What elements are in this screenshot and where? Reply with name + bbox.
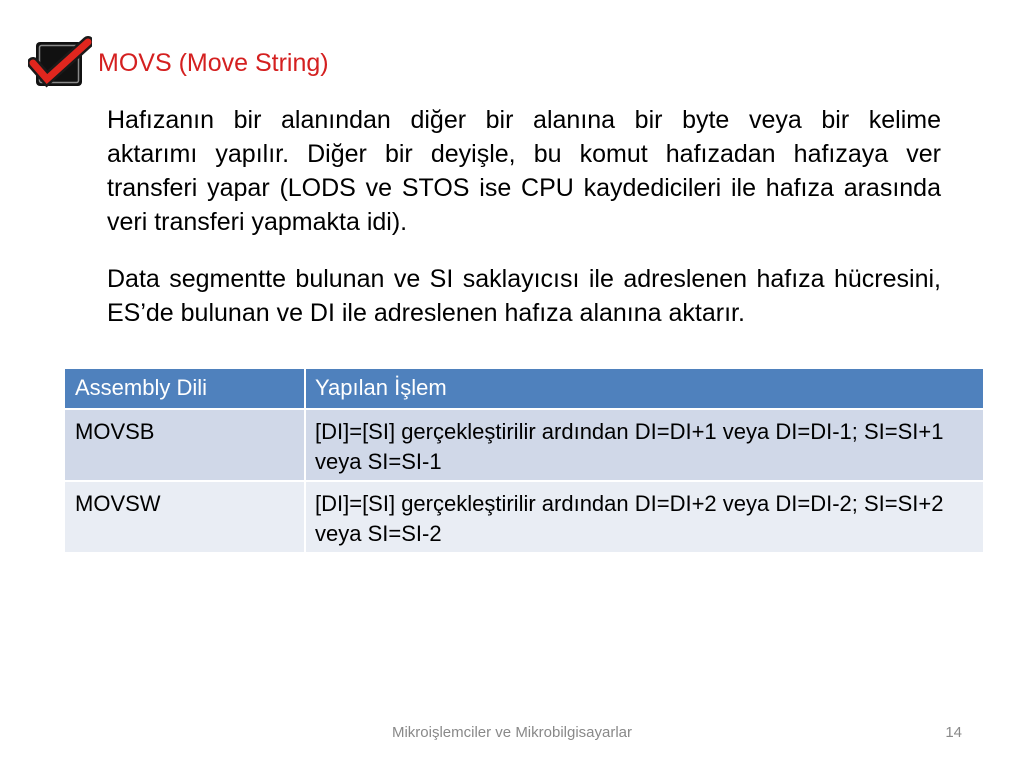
slide-body — [107, 103, 941, 330]
paragraph-2 — [107, 262, 941, 330]
slide-title: MOVS (Move String) — [98, 49, 329, 77]
table-header-cell: Assembly Dili — [65, 369, 304, 408]
paragraph-line: veri transferi yapmakta idi). — [107, 208, 408, 236]
paragraph-line: ES’de bulunan ve DI ile adreslenen hafıza alanına aktarır. — [107, 299, 745, 327]
table-header-cell: Yapılan İşlem — [306, 369, 983, 408]
instruction-table — [65, 369, 983, 552]
paragraph-line: aktarımı yapılır. Diğer bir deyişle, bu komut hafızadan hafızaya ver — [107, 140, 941, 168]
footer-text: Mikroişlemciler ve Mikrobilgisayarlar — [391, 724, 633, 741]
paragraph-line: Data segmentte bulunan ve SI saklayıcısı ile adreslenen hafıza hücresini, — [107, 265, 941, 293]
checkbox-check-icon — [28, 36, 92, 92]
page-number: 14 — [945, 724, 962, 741]
table-cell-instruction: MOVSB — [65, 410, 304, 480]
paragraph-line: Hafızanın bir alanından diğer bir alanına bir byte veya bir kelime — [107, 106, 941, 134]
table-cell-operation: [DI]=[SI] gerçekleştirilir ardından DI=DI+1 veya DI=DI-1; SI=SI+1 veya SI=SI-1 — [306, 410, 983, 480]
table-cell-operation: [DI]=[SI] gerçekleştirilir ardından DI=DI+2 veya DI=DI-2; SI=SI+2 veya SI=SI-2 — [306, 482, 983, 552]
table-cell-instruction: MOVSW — [65, 482, 304, 552]
paragraph-line: transferi yapar (LODS ve STOS ise CPU kaydedicileri ile hafıza arasında — [107, 174, 941, 202]
paragraph-1 — [107, 103, 941, 239]
